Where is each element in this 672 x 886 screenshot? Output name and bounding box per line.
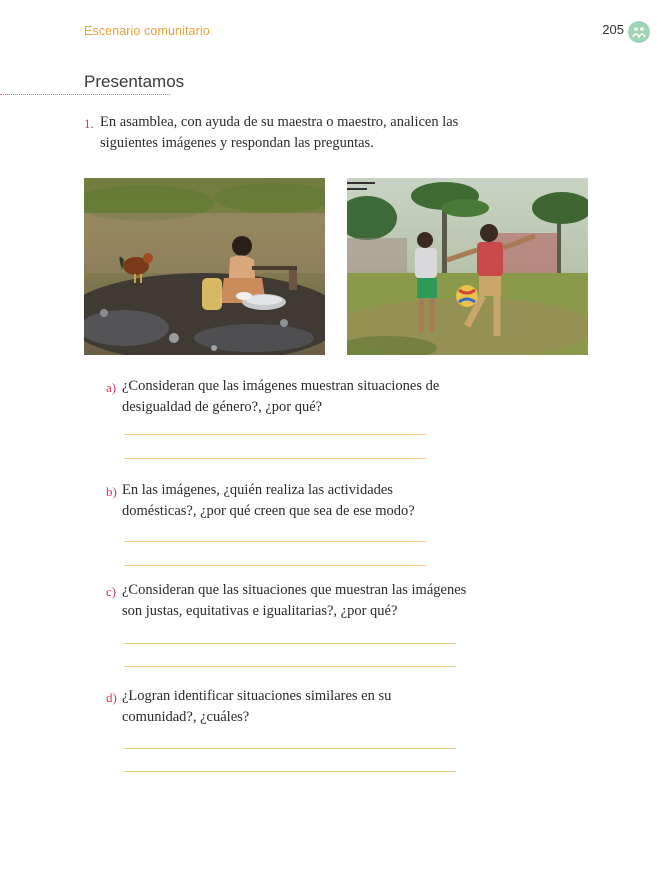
question-letter: b): [106, 484, 117, 499]
answer-line[interactable]: [124, 748, 456, 749]
section-title: Presentamos: [84, 72, 185, 91]
answer-line[interactable]: [124, 434, 426, 435]
answer-line[interactable]: [124, 771, 456, 772]
question-letter: d): [106, 690, 117, 705]
page-number: 205: [602, 22, 624, 37]
question-text: En las imágenes, ¿quién realiza las actividades domésticas?, ¿por qué creen que sea de ese modo?: [122, 482, 415, 519]
question-text: ¿Logran identificar situaciones similares en su comunidad?, ¿cuáles?: [122, 688, 392, 725]
answer-line[interactable]: [124, 666, 456, 667]
activity-text: En asamblea, con ayuda de su maestra o maestro, analicen las siguientes imágenes y respondan las preguntas.: [100, 114, 459, 151]
question-a: [106, 376, 466, 418]
question-d: [106, 686, 466, 728]
question-c: [106, 580, 486, 622]
photo-boys-playing-ball: [347, 178, 588, 355]
answer-line[interactable]: [124, 643, 456, 644]
question-text: ¿Consideran que las imágenes muestran situaciones de desigualdad de género?, ¿por qué?: [122, 378, 440, 415]
question-letter: c): [106, 584, 117, 599]
community-icon: [628, 21, 650, 43]
activity-instruction: [84, 112, 484, 154]
question-text: ¿Consideran que las situaciones que muestran las imágenes son justas, equitativas e igualitarias?, ¿por qué?: [122, 582, 467, 619]
answer-line[interactable]: [124, 458, 426, 459]
question-letter: a): [106, 380, 117, 395]
activity-number: 1.: [84, 116, 94, 131]
section-label: Escenario comunitario: [84, 24, 210, 38]
title-underline: [0, 94, 170, 95]
answer-line[interactable]: [124, 565, 426, 566]
answer-line[interactable]: [124, 541, 426, 542]
question-b: [106, 480, 466, 522]
photo-girl-washing-dishes: [84, 178, 325, 355]
